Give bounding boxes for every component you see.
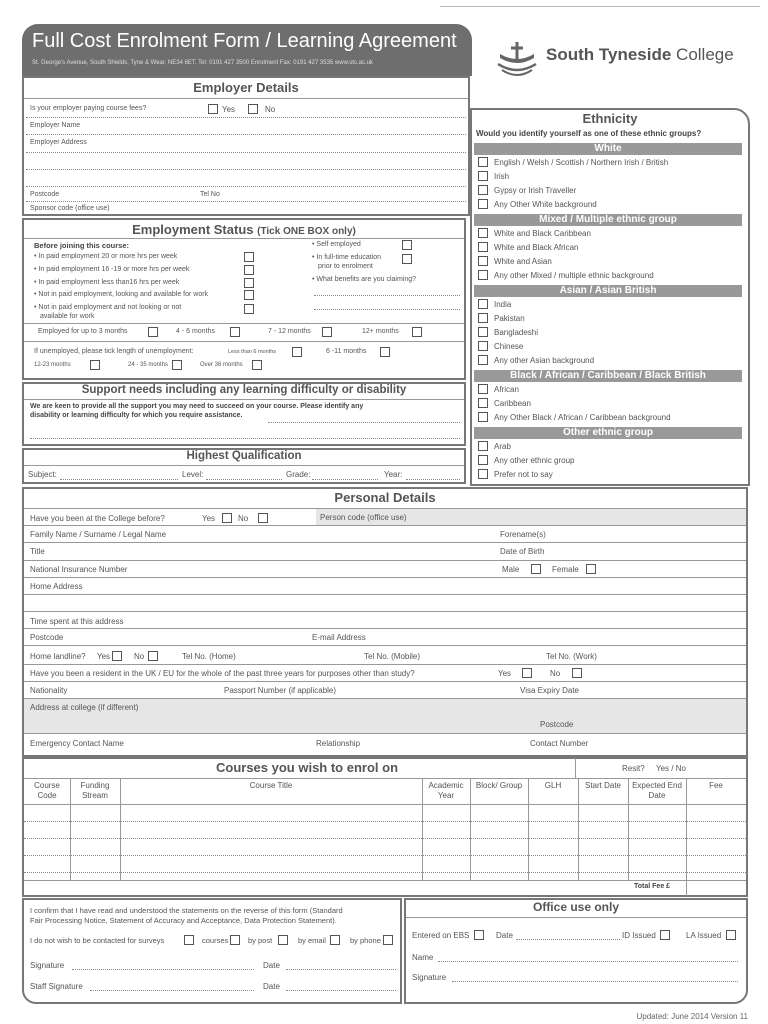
table-column-divider bbox=[578, 778, 579, 880]
home-address-label: Home Address bbox=[30, 582, 83, 591]
employed-4-6months-checkbox[interactable] bbox=[230, 327, 240, 337]
ethnicity-option-label: Any Other Black / African / Caribbean background bbox=[494, 413, 671, 422]
male-label: Male bbox=[502, 565, 520, 574]
date-field[interactable] bbox=[286, 969, 396, 970]
grade-field[interactable] bbox=[312, 479, 378, 480]
emp-16-19hrs-checkbox[interactable] bbox=[244, 265, 254, 275]
table-row[interactable] bbox=[24, 872, 746, 873]
ethnicity-option-label: India bbox=[494, 300, 512, 309]
table-row[interactable] bbox=[24, 838, 746, 839]
no-label: No bbox=[265, 105, 276, 114]
relationship-label: Relationship bbox=[316, 739, 361, 748]
ethnicity-option-checkbox[interactable] bbox=[478, 341, 488, 351]
benefits-field[interactable] bbox=[314, 295, 460, 296]
college-address: St. George's Avenue, South Shields, Tyne & Wear, NE34 6ET. Tel: 0191 427 3500 Enrolment Fax: 0191 427 3535 www.stc.ac.uk bbox=[32, 60, 373, 66]
landline-question: Home landline? bbox=[30, 652, 86, 661]
ethnicity-option-checkbox[interactable] bbox=[478, 242, 488, 252]
employment-status-title: Employment Status (Tick ONE BOX only) bbox=[132, 222, 356, 237]
ethnic-group-header: Other ethnic group bbox=[474, 427, 742, 439]
ebs-checkbox[interactable] bbox=[474, 930, 484, 940]
office-signature-label: Signature bbox=[412, 973, 447, 982]
emp-option-label: • In paid employment 16 -19 or more hrs per week bbox=[34, 266, 190, 273]
divider bbox=[24, 542, 746, 543]
ethnicity-option-checkbox[interactable] bbox=[478, 469, 488, 479]
divider bbox=[24, 98, 468, 99]
ni-number-label: National Insurance Number bbox=[30, 565, 128, 574]
no-contact-checkbox[interactable] bbox=[184, 935, 194, 945]
by-phone-label: by phone bbox=[350, 936, 381, 945]
level-label: Level: bbox=[182, 470, 204, 479]
resident-question: Have you been a resident in the UK / EU for the whole of the past three years for purposes other than study? bbox=[30, 669, 415, 678]
divider bbox=[24, 560, 746, 561]
employed-12plus-checkbox[interactable] bbox=[412, 327, 422, 337]
less-6-months-label: Less than 6 months bbox=[228, 349, 277, 355]
no-contact-label: I do not wish to be contacted for surveys bbox=[30, 936, 165, 945]
ethnicity-option-checkbox[interactable] bbox=[478, 199, 488, 209]
office-signature-field[interactable] bbox=[452, 981, 738, 982]
divider bbox=[575, 758, 576, 778]
before-joining-label: Before joining this course: bbox=[34, 241, 130, 250]
ethnic-group-header: Asian / Asian British bbox=[474, 285, 742, 297]
yes-label: Yes bbox=[222, 105, 236, 114]
yes-label: Yes bbox=[97, 652, 111, 661]
college-name: South Tyneside College bbox=[546, 45, 734, 64]
emp-option-label: • Not in paid employment and not looking or not bbox=[34, 304, 182, 311]
table-header-cell: Funding Stream bbox=[80, 781, 110, 800]
by-post-label: by post bbox=[248, 936, 273, 945]
office-name-field[interactable] bbox=[438, 961, 738, 962]
declaration-text-1: I confirm that I have read and understood the statements on the reverse of this form (Standard bbox=[30, 906, 343, 915]
support-text-2: disability or learning difficulty for which you require assistance. bbox=[30, 412, 243, 419]
divider bbox=[24, 628, 746, 629]
divider bbox=[24, 525, 746, 526]
employer-tel-label: Tel No bbox=[200, 191, 220, 198]
family-name-label: Family Name / Surname / Legal Name bbox=[30, 530, 167, 539]
ethnicity-option-label: White and Asian bbox=[494, 257, 552, 266]
ethnic-group-header: Mixed / Multiple ethnic group bbox=[474, 214, 742, 226]
no-label: No bbox=[550, 669, 561, 678]
top-rule bbox=[440, 6, 760, 7]
visa-expiry-label: Visa Expiry Date bbox=[520, 686, 579, 695]
home-address-field-2[interactable] bbox=[24, 611, 746, 612]
table-column-divider bbox=[120, 778, 121, 880]
divider bbox=[24, 681, 746, 682]
sponsor-code-label: Sponsor code (office use) bbox=[30, 205, 110, 212]
office-date-label: Date bbox=[496, 931, 513, 940]
divider bbox=[406, 917, 746, 918]
year-label: Year: bbox=[384, 470, 403, 479]
divider bbox=[24, 323, 464, 324]
unemployed-24-35-checkbox[interactable] bbox=[172, 360, 182, 370]
courses-label: courses bbox=[202, 936, 229, 945]
7-12-months-label: 7 - 12 months bbox=[268, 328, 311, 335]
no-label: No bbox=[134, 652, 145, 661]
ethnicity-option-checkbox[interactable] bbox=[478, 327, 488, 337]
table-header-cell: Fee bbox=[709, 781, 723, 790]
self-employed-checkbox[interactable] bbox=[402, 240, 412, 250]
yes-label: Yes bbox=[202, 514, 216, 523]
benefits-question: • What benefits are you claiming? bbox=[312, 276, 417, 283]
ethnicity-option-checkbox[interactable] bbox=[478, 412, 488, 422]
not-employed-looking-checkbox[interactable] bbox=[244, 290, 254, 300]
employer-address-field[interactable] bbox=[26, 152, 466, 153]
dob-label: Date of Birth bbox=[500, 547, 545, 556]
not-employed-not-looking-checkbox[interactable] bbox=[244, 304, 254, 314]
unemployed-over36-checkbox[interactable] bbox=[252, 360, 262, 370]
6-11-months-label: 6 -11 months bbox=[326, 348, 367, 355]
divider bbox=[24, 577, 746, 578]
table-header-cell: Course Title bbox=[249, 781, 293, 790]
version-footer: Updated: June 2014 Version 11 bbox=[636, 1012, 748, 1021]
signature-label: Signature bbox=[30, 961, 65, 970]
staff-signature-field[interactable] bbox=[90, 990, 254, 991]
la-issued-label: LA Issued bbox=[686, 931, 722, 940]
ethnicity-option-label: Any other Mixed / multiple ethnic background bbox=[494, 271, 654, 280]
ethnicity-option-checkbox[interactable] bbox=[478, 384, 488, 394]
employer-details-section bbox=[22, 76, 470, 216]
ethnicity-option-label: English / Welsh / Scottish / Northern Irish / British bbox=[494, 158, 669, 167]
ethnic-group-header: Black / African / Caribbean / Black British bbox=[474, 370, 742, 382]
12-23-months-label: 12-23 months bbox=[34, 362, 71, 368]
title-label: Title bbox=[30, 547, 45, 556]
ethnicity-question: Would you identify yourself as one of these ethnic groups? bbox=[476, 129, 702, 138]
declaration-text-2: Fair Processing Notice, Statement of Accuracy and Acceptance, Data Protection Statement). bbox=[30, 916, 337, 925]
office-name-label: Name bbox=[412, 953, 434, 962]
total-fee-divider bbox=[686, 880, 687, 896]
ethnicity-option-label: Any other Asian background bbox=[494, 356, 595, 365]
female-label: Female bbox=[552, 565, 579, 574]
ethnicity-option-label: Any Other White background bbox=[494, 200, 597, 209]
by-email-checkbox[interactable] bbox=[330, 935, 340, 945]
over-36-months-label: Over 36 months bbox=[200, 362, 243, 368]
subject-field[interactable] bbox=[60, 479, 178, 480]
divider bbox=[24, 465, 464, 466]
postcode-label: Postcode bbox=[30, 633, 64, 642]
been-before-question: Have you been at the College before? bbox=[30, 514, 165, 523]
unemployment-length-label: If unemployed, please tick length of unemployment: bbox=[34, 348, 194, 355]
staff-date-field[interactable] bbox=[286, 990, 396, 991]
table-header-cell: Expected End Date bbox=[632, 781, 682, 800]
staff-date-label: Date bbox=[263, 982, 280, 991]
been-before-no-checkbox[interactable] bbox=[258, 513, 268, 523]
highest-qualification-title: Highest Qualification bbox=[186, 450, 302, 462]
ethnicity-option-checkbox[interactable] bbox=[478, 441, 488, 451]
divider bbox=[24, 645, 746, 646]
fulltime-education-label: • In full-time education bbox=[312, 254, 381, 261]
landline-yes-checkbox[interactable] bbox=[112, 651, 122, 661]
dotted-line bbox=[26, 201, 466, 202]
tel-mobile-label: Tel No. (Mobile) bbox=[364, 652, 421, 661]
ethnicity-option-checkbox[interactable] bbox=[478, 157, 488, 167]
ethnicity-option-checkbox[interactable] bbox=[478, 455, 488, 465]
employer-name-label: Employer Name bbox=[30, 122, 81, 129]
by-phone-checkbox[interactable] bbox=[383, 935, 393, 945]
divider bbox=[24, 664, 746, 665]
table-header-cell: Academic Year bbox=[428, 781, 464, 800]
forenames-label: Forename(s) bbox=[500, 530, 546, 539]
ethnicity-option-checkbox[interactable] bbox=[478, 313, 488, 323]
emp-less16hrs-checkbox[interactable] bbox=[244, 278, 254, 288]
ethnicity-option-label: Bangladeshi bbox=[494, 328, 539, 337]
ebs-label: Entered on EBS bbox=[412, 931, 470, 940]
support-text-1: We are keen to provide all the support you may need to succeed on your course. Please identify any bbox=[30, 403, 364, 410]
signature-field[interactable] bbox=[72, 969, 254, 970]
level-field[interactable] bbox=[206, 479, 282, 480]
courses-checkbox[interactable] bbox=[230, 935, 240, 945]
female-checkbox[interactable] bbox=[586, 564, 596, 574]
4-6-months-label: 4 - 6 months bbox=[176, 328, 215, 335]
ethnicity-option-label: Pakistan bbox=[494, 314, 525, 323]
divider bbox=[24, 238, 464, 239]
employer-name-field[interactable] bbox=[26, 134, 466, 135]
ethnicity-option-checkbox[interactable] bbox=[478, 185, 488, 195]
ethnicity-option-checkbox[interactable] bbox=[478, 355, 488, 365]
12plus-months-label: 12+ months bbox=[362, 328, 399, 335]
home-address-field[interactable] bbox=[24, 594, 746, 595]
table-column-divider bbox=[686, 778, 687, 880]
resit-label: Resit? bbox=[622, 764, 645, 773]
emergency-contact-label: Emergency Contact Name bbox=[30, 739, 124, 748]
ethnicity-option-label: White and Black African bbox=[494, 243, 579, 252]
office-use-title: Office use only bbox=[532, 900, 620, 914]
grade-label: Grade: bbox=[286, 470, 311, 479]
unemployed-6-11-checkbox[interactable] bbox=[380, 347, 390, 357]
table-header-cell: Block/ Group bbox=[475, 781, 523, 790]
support-field-2[interactable] bbox=[30, 438, 460, 439]
table-row[interactable] bbox=[24, 855, 746, 856]
benefits-field-2[interactable] bbox=[314, 309, 460, 310]
table-row[interactable] bbox=[24, 880, 746, 881]
tel-home-label: Tel No. (Home) bbox=[182, 652, 236, 661]
passport-label: Passport Number (if applicable) bbox=[224, 686, 337, 695]
date-label: Date bbox=[263, 961, 280, 970]
by-post-checkbox[interactable] bbox=[278, 935, 288, 945]
resident-no-checkbox[interactable] bbox=[572, 668, 582, 678]
employed-7-12months-checkbox[interactable] bbox=[322, 327, 332, 337]
tel-work-label: Tel No. (Work) bbox=[546, 652, 597, 661]
contact-number-label: Contact Number bbox=[530, 739, 589, 748]
unemployed-less6-checkbox[interactable] bbox=[292, 347, 302, 357]
table-header-divider bbox=[24, 804, 746, 805]
self-employed-label: • Self employed bbox=[312, 241, 361, 248]
employer-postcode-label: Postcode bbox=[30, 191, 60, 198]
emp-option-label: • In paid employment 20 or more hrs per week bbox=[34, 253, 178, 260]
resident-yes-checkbox[interactable] bbox=[522, 668, 532, 678]
nationality-label: Nationality bbox=[30, 686, 68, 695]
subject-label: Subject: bbox=[28, 470, 57, 479]
person-code-label: Person code (office use) bbox=[320, 513, 407, 522]
emp-option-label-cont: available for work bbox=[40, 313, 95, 320]
male-checkbox[interactable] bbox=[531, 564, 541, 574]
ethnicity-title: Ethnicity bbox=[582, 111, 638, 126]
ethnicity-option-label: Arab bbox=[494, 442, 511, 451]
ethnicity-option-label: Prefer not to say bbox=[494, 470, 553, 479]
employer-fees-question: Is your employer paying course fees? bbox=[30, 105, 147, 112]
ethnic-group-header: White bbox=[474, 143, 742, 155]
employer-fees-no-checkbox[interactable] bbox=[248, 104, 258, 114]
ethnicity-option-label: White and Black Caribbean bbox=[494, 229, 591, 238]
emp-option-label: • Not in paid employment, looking and available for work bbox=[34, 291, 209, 298]
ethnicity-option-label: Irish bbox=[494, 172, 510, 181]
ethnicity-option-checkbox[interactable] bbox=[478, 270, 488, 280]
employer-details-title: Employer Details bbox=[193, 80, 299, 95]
been-before-yes-checkbox[interactable] bbox=[222, 513, 232, 523]
email-label: E-mail Address bbox=[312, 633, 366, 642]
employer-fees-yes-checkbox[interactable] bbox=[208, 104, 218, 114]
form-title: Full Cost Enrolment Form / Learning Agreement bbox=[32, 30, 457, 52]
college-logo-icon bbox=[494, 38, 540, 80]
ethnicity-option-checkbox[interactable] bbox=[478, 256, 488, 266]
office-date-field[interactable] bbox=[516, 939, 620, 940]
employer-address-field-2[interactable] bbox=[26, 169, 466, 170]
ethnicity-option-checkbox[interactable] bbox=[478, 299, 488, 309]
divider bbox=[24, 778, 746, 779]
college-postcode-label: Postcode bbox=[540, 720, 574, 729]
yes-label: Yes bbox=[498, 669, 512, 678]
ethnicity-option-label: Any other ethnic group bbox=[494, 456, 575, 465]
la-issued-checkbox[interactable] bbox=[726, 930, 736, 940]
ethnicity-option-checkbox[interactable] bbox=[478, 398, 488, 408]
employer-address-field-3[interactable] bbox=[26, 186, 466, 187]
resit-options: Yes / No bbox=[656, 764, 686, 773]
total-fee-label: Total Fee £ bbox=[634, 883, 671, 890]
employer-address-label: Employer Address bbox=[30, 139, 87, 146]
support-needs-title: Support needs including any learning difficulty or disability bbox=[81, 384, 407, 396]
ethnicity-option-label: Caribbean bbox=[494, 399, 531, 408]
ethnicity-option-checkbox[interactable] bbox=[478, 171, 488, 181]
emp-option-label: • In paid employment less than16 hrs per week bbox=[34, 279, 180, 286]
ethnicity-option-checkbox[interactable] bbox=[478, 228, 488, 238]
table-column-divider bbox=[528, 778, 529, 880]
time-spent-label: Time spent at this address bbox=[30, 617, 124, 626]
support-field[interactable] bbox=[268, 422, 460, 423]
courses-title: Courses you wish to enrol on bbox=[215, 760, 399, 775]
employed-3months-checkbox[interactable] bbox=[148, 327, 158, 337]
id-issued-label: ID Issued bbox=[622, 931, 656, 940]
by-email-label: by email bbox=[298, 936, 326, 945]
table-header-cell: Course Code bbox=[34, 781, 60, 800]
ethnicity-option-label: Chinese bbox=[494, 342, 524, 351]
no-label: No bbox=[238, 514, 249, 523]
emp-20hrs-checkbox[interactable] bbox=[244, 252, 254, 262]
college-address-label: Address at college (if different) bbox=[30, 703, 139, 712]
landline-no-checkbox[interactable] bbox=[148, 651, 158, 661]
table-row[interactable] bbox=[24, 821, 746, 822]
ethnicity-option-label: Gypsy or Irish Traveller bbox=[494, 186, 577, 195]
ethnicity-option-label: African bbox=[494, 385, 519, 394]
personal-details-title: Personal Details bbox=[334, 490, 436, 505]
fulltime-education-checkbox[interactable] bbox=[402, 254, 412, 264]
24-35-months-label: 24 - 35 months bbox=[128, 362, 169, 368]
fulltime-education-label-cont: prior to enrolment bbox=[318, 263, 373, 270]
id-issued-checkbox[interactable] bbox=[660, 930, 670, 940]
dotted-line bbox=[26, 117, 466, 118]
table-header-cell: Start Date bbox=[584, 781, 621, 790]
employed-for-label: Employed for up to 3 months bbox=[38, 328, 128, 335]
table-column-divider bbox=[470, 778, 471, 880]
divider bbox=[24, 399, 464, 400]
unemployed-12-23-checkbox[interactable] bbox=[90, 360, 100, 370]
table-header-cell: GLH bbox=[544, 781, 562, 790]
divider bbox=[24, 341, 464, 342]
staff-signature-label: Staff Signature bbox=[30, 982, 83, 991]
year-field[interactable] bbox=[406, 479, 460, 480]
divider bbox=[24, 733, 746, 734]
